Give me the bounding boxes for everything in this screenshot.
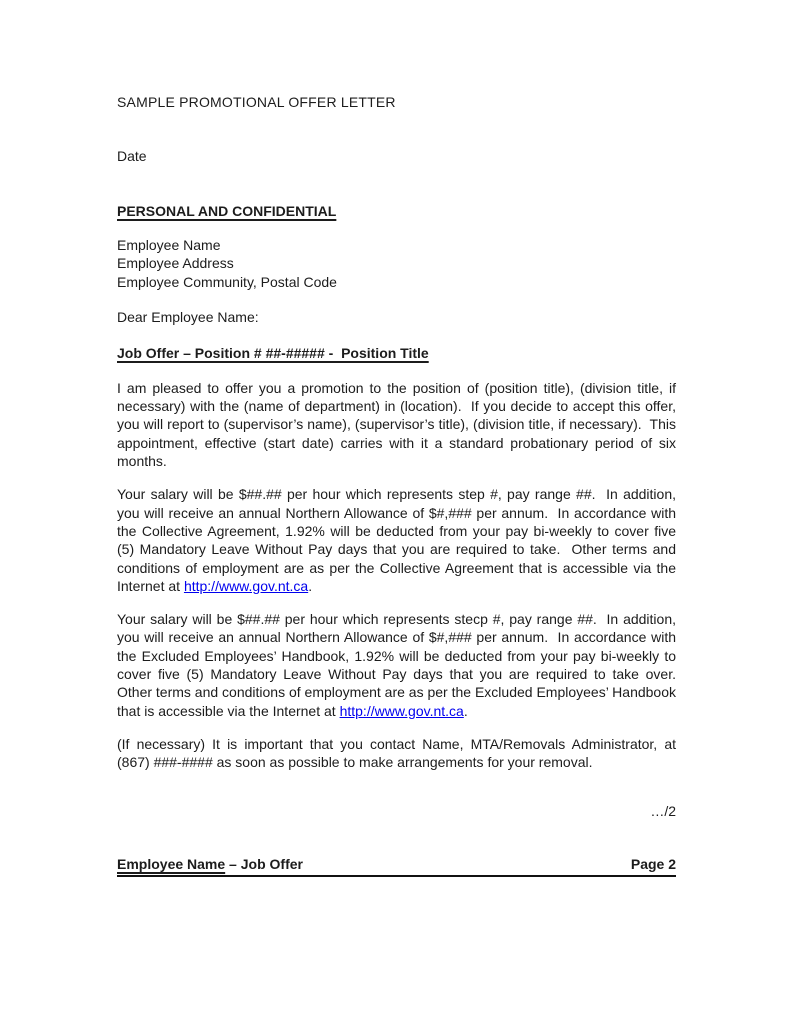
paragraph-promotion-offer: I am pleased to offer you a promotion to the position of (position title), (division title, if necessary) with the (name of department) in (location). If you decide to accept this offer, you will report to (supervisor’s name), (supervisor’s title), (division title, if necessary). This appointment, effective (start date) carries with it a standard probationary period of six months. [117, 379, 680, 470]
recipient-block [117, 236, 676, 291]
recipient-community: Employee Community, Postal Code [117, 273, 337, 290]
gov-nt-link-collective[interactable]: http://www.gov.nt.ca [183, 577, 309, 594]
paragraph-salary-excluded [117, 610, 688, 720]
footer-employee-name: Employee Name [117, 855, 226, 872]
salutation-line: Dear Employee Name: [117, 308, 259, 325]
paragraph-removal-arrangements: (If necessary) It is important that you contact Name, MTA/Removals Administrator, at (867) ###-#### as soon as possible to make arrangements for your removal. [117, 735, 680, 771]
paragraph-salary-collective [117, 485, 680, 595]
confidential-heading: PERSONAL AND CONFIDENTIAL [117, 203, 337, 219]
footer-page-number: Page 2 [630, 855, 676, 872]
paragraph-salary-collective-text: Your salary will be $##.## per hour which represents step #, pay range ##. In addition, you will receive an annual Northern Allowance of $#,### per annum. In accordance with the Collective Agreement, 1.92% will be deducted from your pay bi-weekly to cover five (5) Mandatory Leave Without Pay days that you are required to take. Other terms and conditions of employment are as per the Collective Agreement that is accessible via the Internet at [117, 486, 680, 594]
paragraph-salary-excluded-text: Your salary will be $##.## per hour which represents stecp #, pay range ##. In addition, you will receive an annual Northern Allowance of $#,### per annum. In accordance with the Excluded Employees’ Handbook, 1.92% will be deducted from your pay bi-weekly to cover five (5) Mandatory Leave Without Pay days that you are required to take over. Other terms and conditions of employment are as per the Excluded Employees’ Handbook that is accessible via the Internet at [117, 611, 688, 719]
date-line: Date [117, 148, 147, 164]
recipient-address: Employee Address [117, 255, 234, 272]
paragraph-salary-excluded-period: . [463, 702, 468, 719]
recipient-name: Employee Name [117, 237, 221, 253]
footer-job-offer-label: – Job Offer [225, 855, 303, 872]
footer [117, 856, 676, 877]
subject-line: Job Offer – Position # ##-##### - Position Title [117, 344, 429, 361]
paragraph-salary-collective-period: . [308, 577, 313, 594]
footer-title [117, 856, 303, 872]
page-continuation-marker: …/2 [650, 802, 676, 819]
document-title: SAMPLE PROMOTIONAL OFFER LETTER [117, 94, 396, 110]
gov-nt-link-excluded[interactable]: http://www.gov.nt.ca [339, 702, 464, 719]
